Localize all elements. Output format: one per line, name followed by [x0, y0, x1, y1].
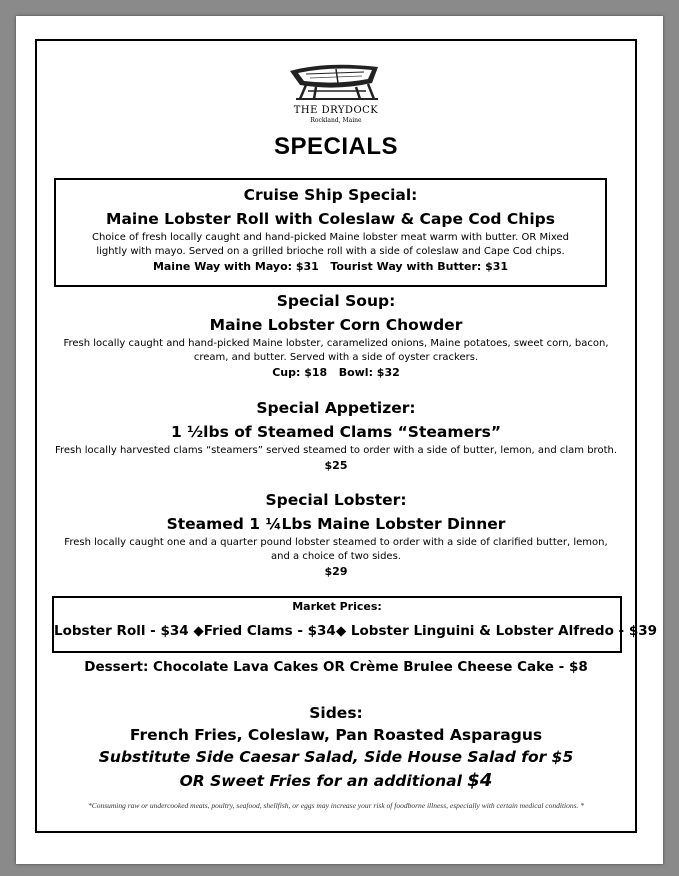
restaurant-location: Rockland, Maine [310, 117, 362, 124]
appetizer-section [43, 398, 629, 474]
menu-border-frame [35, 39, 658, 833]
dessert-line: Dessert: Chocolate Lava Cakes OR Crème Brulee Cheese Cake - $8 [84, 659, 588, 675]
cruise-desc-line1: Choice of fresh locally caught and hand-picked Maine lobster meat warm with butter. OR Mixed [91, 232, 569, 243]
appetizer-desc: Fresh locally harvested clams “steamers” served steamed to order with a side of butter, lemon, and clam broth. [54, 445, 618, 456]
soup-section [43, 291, 629, 381]
sides-heading: Sides: [309, 704, 363, 722]
sides-section [43, 704, 629, 791]
lobster-price: $29 [324, 565, 348, 578]
page-title: SPECIALS [273, 133, 399, 160]
food-safety-disclaimer: *Consuming raw or undercooked meats, poultry, seafood, shellfish, or eggs may increase your risk of foodborne illness, especially with certain medical conditions. * [87, 801, 585, 810]
dessert-section [43, 659, 629, 675]
appetizer-price: $25 [324, 459, 348, 472]
lobster-section [43, 490, 629, 580]
appetizer-heading: Special Appetizer: [256, 399, 416, 417]
sides-line3-text: OR Sweet Fries for an additional [179, 772, 468, 790]
restaurant-logo [37, 57, 635, 124]
disclaimer-section [43, 801, 629, 810]
cruise-desc-line2: lightly with mayo. Served on a grilled brioche roll with a side of coleslaw and Cape Cod chips. [96, 246, 565, 257]
market-heading: Market Prices: [292, 600, 382, 613]
soup-item-name: Maine Lobster Corn Chowder [209, 316, 463, 334]
cruise-special-box [54, 178, 607, 287]
sides-line1: French Fries, Coleslaw, Pan Roasted Asparagus [129, 726, 543, 744]
restaurant-name: THE DRYDOCK [293, 105, 379, 116]
soup-desc-line1: Fresh locally caught and hand-picked Maine lobster, caramelized onions, Maine potatoes, sweet corn, bacon, [63, 338, 609, 349]
rowboat-icon [286, 57, 386, 103]
menu-page [16, 16, 663, 864]
cruise-heading: Cruise Ship Special: [243, 186, 418, 204]
sides-line2: Substitute Side Caesar Salad, Side House Salad for $5 [98, 748, 574, 766]
market-prices-line: Lobster Roll - $34 ◆Fried Clams - $34◆ Lobster Linguini & Lobster Alfredo - $39 [54, 623, 658, 639]
lobster-item-name: Steamed 1 ¼Lbs Maine Lobster Dinner [166, 515, 506, 533]
market-prices-box [52, 596, 658, 653]
sides-line3 [43, 770, 629, 791]
sweet-fries-price: $4 [467, 770, 493, 791]
appetizer-item-name: 1 ½lbs of Steamed Clams “Steamers” [170, 423, 502, 441]
soup-heading: Special Soup: [276, 292, 396, 310]
lobster-desc-line1: Fresh locally caught one and a quarter pound lobster steamed to order with a side of clarified butter, lemon, [64, 537, 608, 548]
lobster-desc-line2: and a choice of two sides. [271, 551, 401, 562]
cruise-price: Maine Way with Mayo: $31 Tourist Way with Butter: $31 [152, 260, 509, 273]
soup-desc-line2: cream, and butter. Served with a side of oyster crackers. [193, 352, 479, 363]
lobster-heading: Special Lobster: [265, 491, 407, 509]
soup-price: Cup: $18 Bowl: $32 [272, 366, 400, 379]
cruise-item-name: Maine Lobster Roll with Coleslaw & Cape Cod Chips [106, 210, 555, 228]
